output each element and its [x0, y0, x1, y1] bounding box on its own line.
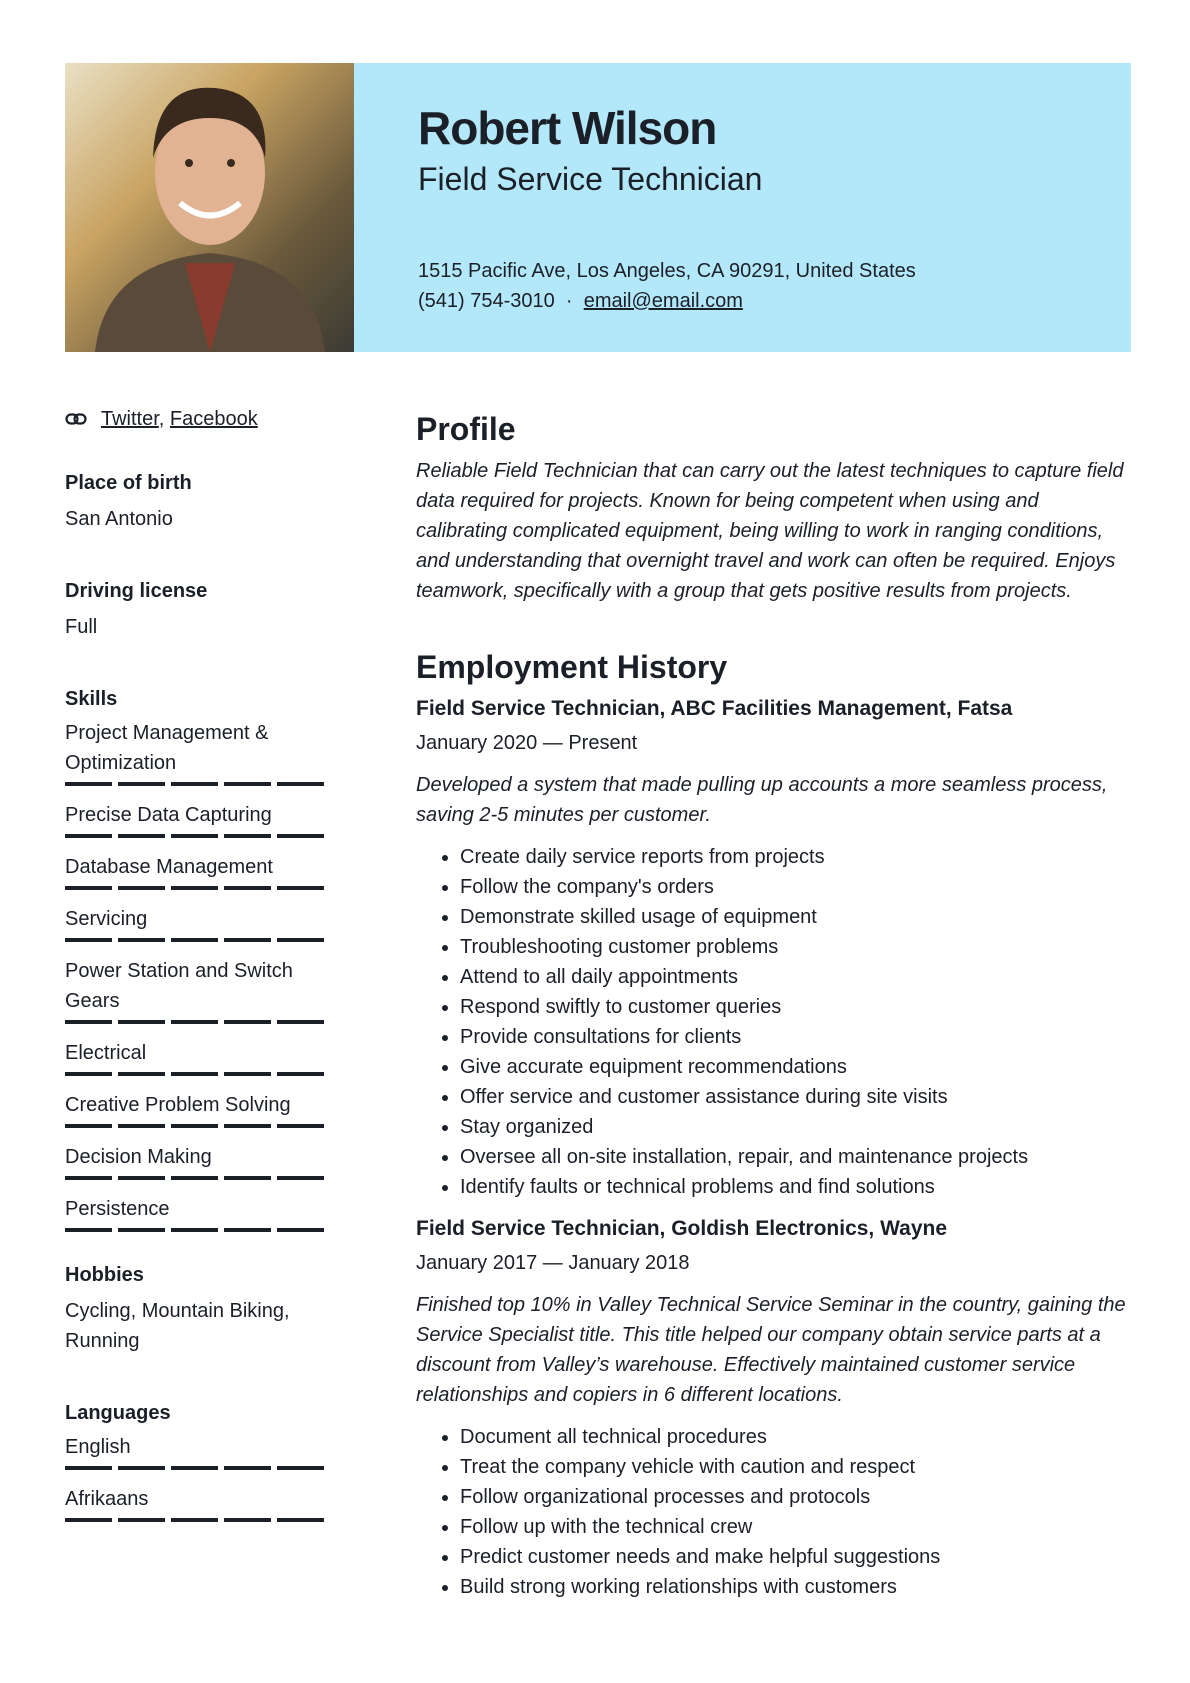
skills-list [65, 718, 325, 1232]
job-title: Field Service Technician, ABC Facilities Management, Fatsa [416, 697, 1013, 720]
profile-photo [65, 63, 354, 352]
skill-name: Persistence [65, 1198, 170, 1220]
skill-level-bar [65, 938, 325, 942]
level-segment [118, 1466, 165, 1470]
job-bullets [416, 1422, 1131, 1602]
job-dates: January 2017 — January 2018 [416, 1252, 690, 1274]
contact-info [418, 256, 916, 316]
level-segment [118, 938, 165, 942]
bullet-item: • Identify faults or technical problems and find solutions [460, 1172, 1131, 1202]
level-segment [224, 1020, 271, 1024]
level-segment [118, 834, 165, 838]
driving-license: Full [65, 616, 98, 638]
level-segment [171, 782, 218, 786]
skill-item [65, 1484, 325, 1522]
level-segment [65, 1466, 112, 1470]
level-segment [65, 1020, 112, 1024]
level-segment [65, 1124, 112, 1128]
skill-level-bar [65, 1518, 325, 1522]
level-segment [277, 1228, 324, 1232]
job-dates: January 2020 — Present [416, 732, 638, 754]
place-of-birth: San Antonio [65, 508, 173, 530]
skill-item [65, 1038, 325, 1076]
phone: (541) 754-3010 [418, 290, 555, 312]
level-segment [171, 886, 218, 890]
level-segment [118, 1518, 165, 1522]
level-segment [224, 834, 271, 838]
skill-name: Decision Making [65, 1146, 212, 1168]
level-segment [65, 886, 112, 890]
bullet-item: • Build strong working relationships with customers [460, 1572, 1131, 1602]
level-segment [118, 1072, 165, 1076]
level-segment [171, 1124, 218, 1128]
candidate-name: Robert Wilson [418, 102, 717, 154]
skill-level-bar [65, 1020, 325, 1024]
bullet-item: • Respond swiftly to customer queries [460, 992, 1131, 1022]
skill-item [65, 718, 325, 786]
job-bullets [416, 842, 1131, 1202]
level-segment [277, 938, 324, 942]
main-content [416, 408, 1131, 1602]
job-summary: Finished top 10% in Valley Technical Service Seminar in the country, gaining the Service Specialist title. This title helped our company obtain service parts at a discount from Valley’s warehouse. Effectively maintained customer service relationships and copiers in 6 different locations. [416, 1294, 1126, 1406]
place-of-birth-label: Place of birth [65, 472, 192, 494]
bullet-item: • Offer service and customer assistance during site visits [460, 1082, 1131, 1112]
skill-level-bar [65, 1176, 325, 1180]
email-link[interactable]: email@email.com [583, 290, 743, 312]
level-segment [118, 1176, 165, 1180]
link-separator: , [158, 407, 165, 430]
bullet-item: • Give accurate equipment recommendations [460, 1052, 1131, 1082]
hobbies: Cycling, Mountain Biking, Running [65, 1300, 290, 1352]
skill-name: Afrikaans [65, 1488, 149, 1510]
skill-item [65, 904, 325, 942]
level-segment [171, 938, 218, 942]
bullet-item: • Oversee all on-site installation, repair, and maintenance projects [460, 1142, 1131, 1172]
bullet-item: • Stay organized [460, 1112, 1131, 1142]
level-segment [171, 1228, 218, 1232]
level-segment [65, 834, 112, 838]
link-icon [65, 413, 87, 425]
skill-name: English [65, 1436, 131, 1458]
level-segment [171, 1176, 218, 1180]
level-segment [224, 1518, 271, 1522]
level-segment [118, 782, 165, 786]
skill-name: Database Management [65, 856, 273, 878]
skill-item [65, 852, 325, 890]
skill-level-bar [65, 886, 325, 890]
job-entry [416, 1214, 1131, 1602]
level-segment [118, 1020, 165, 1024]
social-links [65, 404, 325, 434]
skill-name: Electrical [65, 1042, 147, 1064]
level-segment [224, 1466, 271, 1470]
bullet-item: • Troubleshooting customer problems [460, 932, 1131, 962]
bullet-item: • Document all technical procedures [460, 1422, 1131, 1452]
sidebar [65, 404, 325, 1536]
skill-item [65, 1194, 325, 1232]
level-segment [171, 1020, 218, 1024]
skill-level-bar [65, 834, 325, 838]
level-segment [65, 938, 112, 942]
skill-name: Project Management & Optimization [65, 722, 269, 774]
facebook-link[interactable]: Facebook [169, 407, 258, 430]
skill-item [65, 1142, 325, 1180]
level-segment [65, 1072, 112, 1076]
skill-name: Power Station and Switch Gears [65, 960, 293, 1012]
level-segment [118, 1124, 165, 1128]
person-portrait-icon [65, 63, 354, 352]
bullet-item: • Follow the company's orders [460, 872, 1131, 902]
level-segment [171, 834, 218, 838]
twitter-link[interactable]: Twitter [101, 407, 159, 430]
jobs-list [416, 694, 1131, 1602]
level-segment [277, 886, 324, 890]
skill-level-bar [65, 782, 325, 786]
bullet-item: • Follow organizational processes and protocols [460, 1482, 1131, 1512]
skill-item [65, 800, 325, 838]
skills-label: Skills [65, 688, 118, 710]
job-title: Field Service Technician, Goldish Electronics, Wayne [416, 1217, 947, 1240]
languages-label: Languages [65, 1402, 171, 1424]
skill-level-bar [65, 1072, 325, 1076]
level-segment [65, 1228, 112, 1232]
level-segment [224, 1176, 271, 1180]
level-segment [65, 782, 112, 786]
level-segment [171, 1518, 218, 1522]
skill-name: Creative Problem Solving [65, 1094, 291, 1116]
bullet-item: • Treat the company vehicle with caution and respect [460, 1452, 1131, 1482]
profile-text: Reliable Field Technician that can carry out the latest techniques to capture field data required for projects. Known for being competent when using and calibrating complicated equipment, being willing to work in ranging conditions, and understanding that overnight travel and work can often be required. Enjoys teamwork, specifically with a group that gets positive results from projects. [416, 460, 1124, 602]
bullet-item: • Provide consultations for clients [460, 1022, 1131, 1052]
skill-item [65, 1432, 325, 1470]
level-segment [224, 1072, 271, 1076]
level-segment [224, 938, 271, 942]
skill-name: Precise Data Capturing [65, 804, 272, 826]
skill-item [65, 956, 325, 1024]
level-segment [224, 886, 271, 890]
skill-level-bar [65, 1228, 325, 1232]
bullet-item: • Follow up with the technical crew [460, 1512, 1131, 1542]
bullet-item: • Create daily service reports from projects [460, 842, 1131, 872]
level-segment [277, 834, 324, 838]
level-segment [277, 1466, 324, 1470]
level-segment [118, 886, 165, 890]
skill-item [65, 1090, 325, 1128]
level-segment [224, 1228, 271, 1232]
languages-list [65, 1432, 325, 1522]
skill-name: Servicing [65, 908, 148, 930]
level-segment [277, 1020, 324, 1024]
bullet-item: • Predict customer needs and make helpful suggestions [460, 1542, 1131, 1572]
job-title: Field Service Technician [418, 161, 763, 197]
level-segment [171, 1072, 218, 1076]
level-segment [277, 1176, 324, 1180]
job-summary: Developed a system that made pulling up accounts a more seamless process, saving 2-5 minutes per customer. [416, 774, 1108, 826]
bullet-item: • Demonstrate skilled usage of equipment [460, 902, 1131, 932]
header-band [354, 63, 1131, 352]
level-segment [118, 1228, 165, 1232]
skill-level-bar [65, 1466, 325, 1470]
level-segment [171, 1466, 218, 1470]
separator: · [565, 290, 573, 312]
level-segment [277, 1072, 324, 1076]
level-segment [65, 1176, 112, 1180]
level-segment [224, 782, 271, 786]
skill-level-bar [65, 1124, 325, 1128]
level-segment [277, 1124, 324, 1128]
employment-heading: Employment History [416, 649, 728, 685]
profile-heading: Profile [416, 411, 516, 447]
address: 1515 Pacific Ave, Los Angeles, CA 90291, United States [418, 260, 916, 282]
level-segment [277, 1518, 324, 1522]
hobbies-label: Hobbies [65, 1264, 144, 1286]
level-segment [277, 782, 324, 786]
job-entry [416, 694, 1131, 1202]
level-segment [65, 1518, 112, 1522]
driving-license-label: Driving license [65, 580, 208, 602]
bullet-item: • Attend to all daily appointments [460, 962, 1131, 992]
level-segment [224, 1124, 271, 1128]
